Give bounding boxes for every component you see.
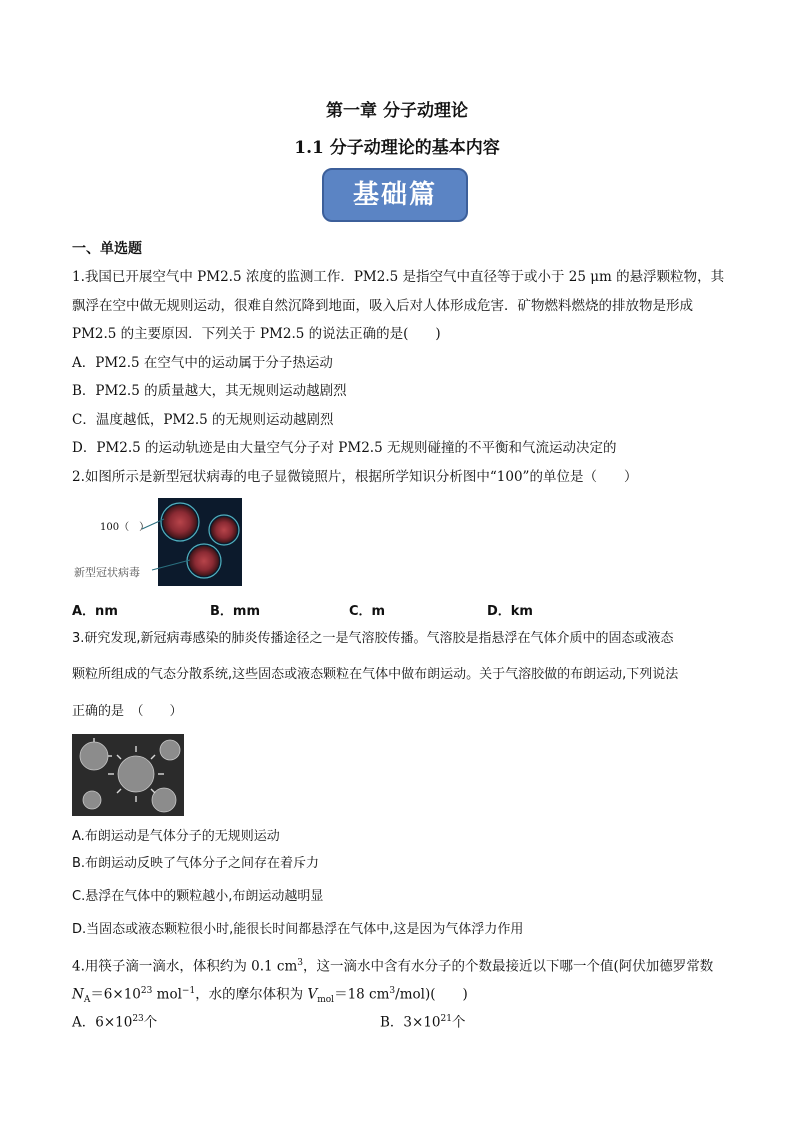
q3-line2: 颗粒所组成的气态分散系统,这些固态或液态颗粒在气体中做布朗运动。关于气溶胶做的布朗运动,下列说法: [72, 667, 679, 682]
q2-option-d: D．km: [487, 604, 533, 619]
q1-line1: 1.我国已开展空气中 PM2.5 浓度的监测工作．PM2.5 是指空气中直径等于或小于 25 μm 的悬浮颗粒物，其: [72, 269, 725, 285]
q4-option-b-sup: 21: [440, 1014, 452, 1024]
q4-line2-part3: ，水的摩尔体积为: [195, 986, 308, 1003]
q4-option-a-pre: A．6×10: [72, 1014, 133, 1031]
q3-option-a: A.布朗运动是气体分子的无规则运动: [72, 829, 280, 844]
q4-line1-part1: 4.用筷子滴一滴水，体积约为 0.1 cm: [72, 958, 298, 975]
section-title: 1.1 分子动理论的基本内容: [294, 138, 500, 158]
avogadro-sub: A: [83, 995, 91, 1006]
q4-line2-sup2: −1: [181, 986, 196, 996]
q4-option-b: [380, 1010, 465, 1032]
aerosol-virus-image: [72, 734, 184, 816]
coronavirus-micrograph: [72, 498, 242, 586]
q4-line2-sup1: 23: [140, 986, 153, 996]
q4-option-a: [72, 1010, 157, 1032]
q2-option-b: B．mm: [210, 604, 261, 619]
q1-option-c: C．温度越低，PM2.5 的无规则运动越剧烈: [72, 412, 334, 428]
molar-volume-sub: mol: [317, 995, 335, 1006]
figure-label-virus: 新型冠状病毒: [74, 566, 140, 579]
q1-line2: 飘浮在空中做无规则运动，很难自然沉降到地面，吸入后对人体形成危害．矿物燃料燃烧的排放物是形成: [72, 298, 693, 314]
q1-option-b: B．PM2.5 的质量越大，其无规则运动越剧烈: [72, 383, 347, 399]
q4-option-b-pre: B．3×10: [380, 1014, 441, 1031]
level-badge: 基础篇: [322, 168, 468, 222]
q4-line2-part2: mol: [152, 986, 182, 1003]
q2-option-c: C．m: [349, 604, 386, 619]
q4-line2-sup3: 3: [389, 986, 396, 996]
q2-stem: 2.如图所示是新型冠状病毒的电子显微镜照片，根据所学知识分析图中“100”的单位是（ ）: [72, 469, 638, 485]
q4-line1: [72, 954, 713, 976]
q4-line1-sup: 3: [297, 958, 304, 968]
q3-option-c: C.悬浮在气体中的颗粒越小,布朗运动越明显: [72, 889, 324, 904]
avogadro-symbol: N: [72, 986, 84, 1003]
q3-option-d: D.当固态或液态颗粒很小时,能很长时间都悬浮在气体中,这是因为气体浮力作用: [72, 922, 524, 937]
figure-label-100: 100（ ）: [100, 522, 150, 533]
q4-line2: [72, 982, 468, 1009]
q4-option-a-post: 个: [143, 1014, 158, 1031]
q4-line2-part5: /mol)( ): [395, 986, 468, 1003]
q4-line2-part1: ＝6×10: [90, 986, 141, 1003]
q1-option-d: D．PM2.5 的运动轨迹是由大量空气分子对 PM2.5 无规则碰撞的不平衡和气流运动决定的: [72, 440, 617, 456]
q4-option-b-post: 个: [451, 1014, 466, 1031]
q4-option-a-sup: 23: [132, 1014, 144, 1024]
q4-line1-part2: ，这一滴水中含有水分子的个数最接近以下哪一个值(阿伏加德罗常数: [303, 958, 714, 975]
q3-option-b: B.布朗运动反映了气体分子之间存在着斥力: [72, 856, 320, 871]
q1-option-a: A．PM2.5 在空气中的运动属于分子热运动: [72, 355, 333, 371]
q3-line1: 3.研究发现,新冠病毒感染的肺炎传播途径之一是气溶胶传播。气溶胶是指悬浮在气体介质中的固态或液态: [72, 631, 674, 646]
q2-option-a: A．nm: [72, 604, 118, 619]
chapter-title: 第一章 分子动理论: [326, 101, 468, 121]
q3-line3: 正确的是 （ ）: [72, 704, 183, 719]
q1-line3: PM2.5 的主要原因．下列关于 PM2.5 的说法正确的是( ): [72, 326, 441, 342]
q4-line2-part4: ＝18 cm: [334, 986, 390, 1003]
section-heading: 一、单选题: [72, 241, 142, 257]
molar-volume-symbol: V: [307, 986, 318, 1003]
